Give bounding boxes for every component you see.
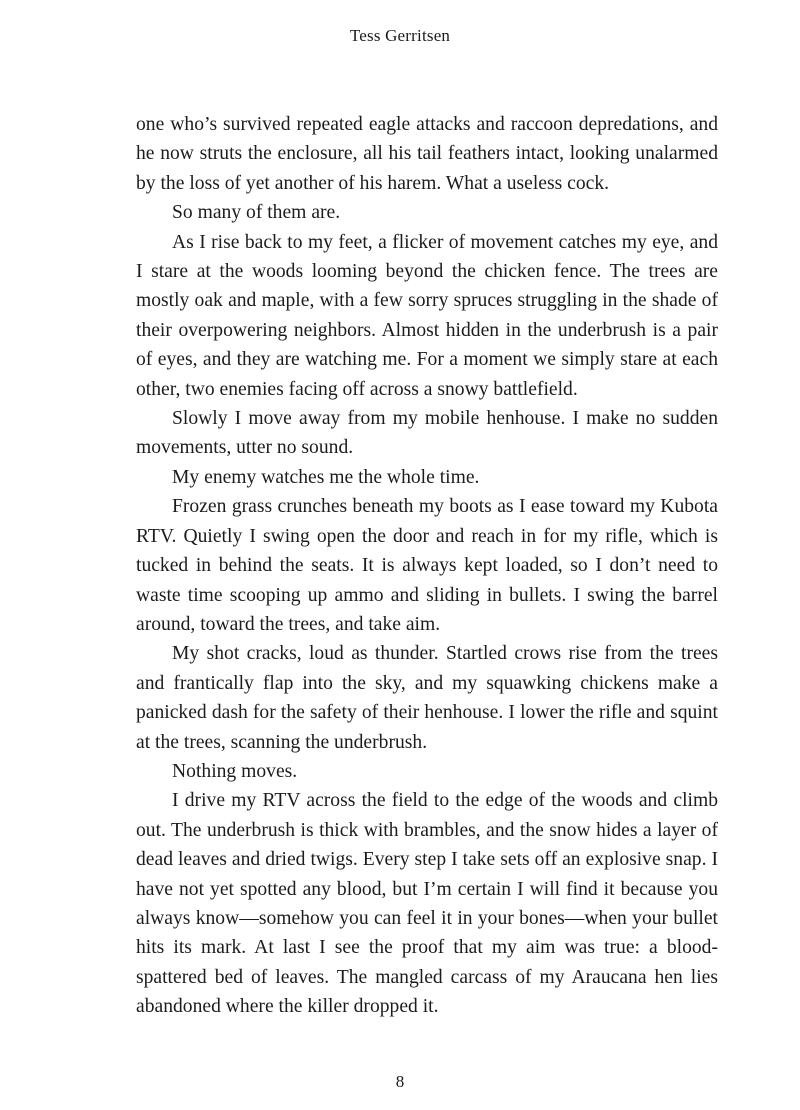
paragraph: Nothing moves. [172,760,298,782]
paragraph: As I rise back to my feet, a flicker of movement catches my eye, and I stare at the woods looming beyond the chicken fence. The trees are mostly oak and maple, with a few sorry spruces struggling in the shade of their overpowering neighbors. Almost hidden in the underbrush is a pair of eyes, and they are watching me. For a moment we simply stare at each other, two enemies facing off across a snowy battlefield. [136,231,718,400]
paragraph: Slowly I move away from my mobile henhouse. I make no sudden movements, utter no sound. [136,408,718,459]
paragraph: Frozen grass crunches beneath my boots as I ease toward my Kubota RTV. Quietly I swing open the door and reach in for my rifle, which is tucked in behind the seats. It is always kept loaded, so I don’t need to waste time scooping up ammo and sliding in bullets. I swing the barrel around, toward the trees, and take aim. [136,496,718,635]
running-head-author: Tess Gerritsen [349,26,451,45]
body-text [136,110,718,1022]
paragraph: one who’s survived repeated eagle attacks and raccoon depredations, and he now struts the enclosure, all his tail feathers intact, looking unalarmed by the loss of yet another of his harem. What a useless cock. [136,114,718,194]
paragraph: My enemy watches me the whole time. [172,466,480,488]
paragraph: So many of them are. [172,202,341,224]
paragraph: I drive my RTV across the field to the edge of the woods and climb out. The underbrush is thick with brambles, and the snow hides a layer of dead leaves and dried twigs. Every step I take sets off an explosive snap. I have not yet spotted any blood, but I’m certain I will find it because you always know—somehow you can feel it in your bones—when your bullet hits its mark. At last I see the proof that my aim was true: a blood-spattered bed of leaves. The mangled carcass of my Araucana hen lies abandoned where the killer dropped it. [136,790,718,1018]
paragraph: My shot cracks, loud as thunder. Startled crows rise from the trees and frantically flap into the sky, and my squawking chickens make a panicked dash for the safety of their henhouse. I lower the rifle and squint at the trees, scanning the underbrush. [136,643,718,753]
page-number: 8 [395,1072,405,1091]
